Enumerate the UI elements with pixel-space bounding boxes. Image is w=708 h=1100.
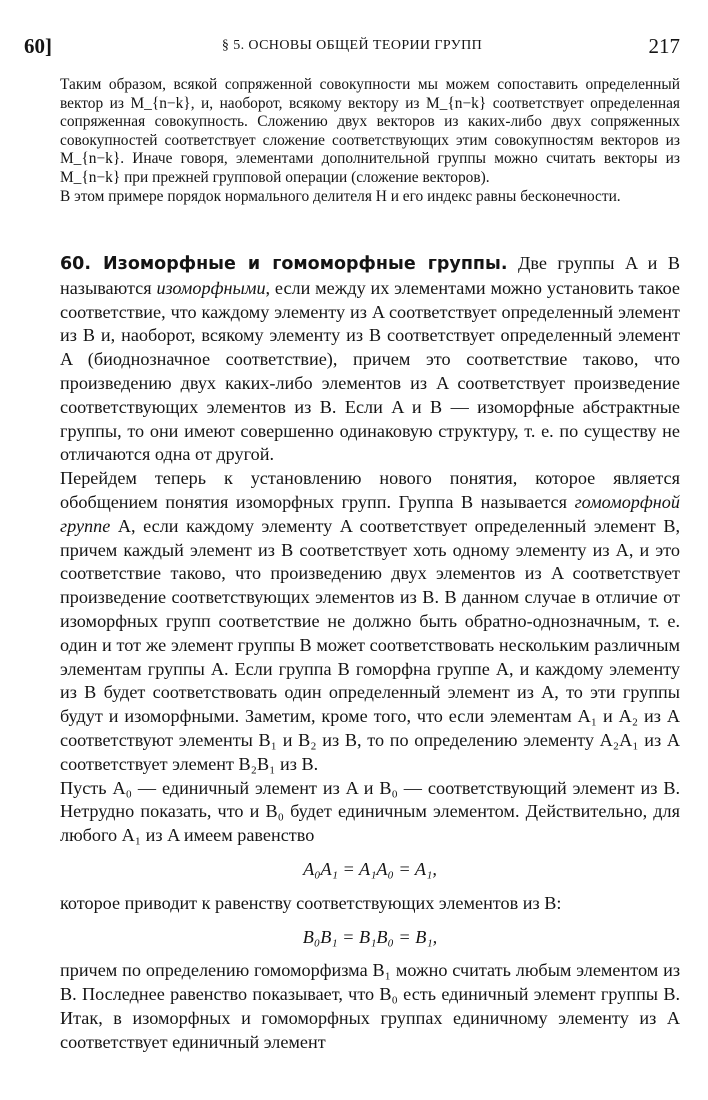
paragraph-definition-isomorphic [60, 252, 680, 467]
paragraph-definition-homomorphic [60, 467, 680, 776]
paragraph-text: Две группы A и B называются [60, 253, 680, 298]
paragraph-text: , если между их элементами можно установить такое соответствие, что каждому элементу из A соответствует определенный элемент из B и, наоборот, всякому элементу из B соответствует определенный элемент A (биоднозначное соответствие), причем это соответствие таково, что произведению двух каких-либо элементов из A соответствует произведение соответствующих элементов из B. Если A и B — изоморфные абстрактные группы, то они имеют совершенно одинаковую структуру, т. е. по существу не отличаются одна от другой. [60, 277, 680, 465]
equation-2: B₀B₁ = B₁B₀ = B₁, [302, 926, 438, 947]
equation-1: A₀A₁ = A₁A₀ = A₁, [303, 858, 437, 879]
page-number: 217 [648, 34, 680, 58]
small-paragraph-1: Таким образом, всякой сопряженной совокупности мы можем сопоставить определенный вектор из M_{n−k}, и, наоборот, всякому вектору из M_{n−k} соответствует определенная сопряженная совокупность. Сложению двух векторов из каких-либо двух сопряженных совокупностей соответствует сложение соответствующих этим совокупностям векторов из M_{n−k}. Иначе говоря, элементами дополнительной группы можно считать векторы из M_{n−k} при прежней групповой операции (сложение векторов). [60, 76, 680, 186]
section-number: 60] [24, 34, 52, 58]
section-60 [60, 252, 680, 1055]
paragraph-text: Перейдем теперь к установлению нового понятия, которое является обобщением понятия изоморфных групп. Группа B называется [60, 468, 680, 512]
term-homomorphic: гомоморфной группе [60, 491, 680, 536]
paragraph-conclusion: причем по определению гомоморфизма B₁ можно считать любым элементом из B. Последнее равенство показывает, что B₀ есть единичный элемент группы B. Итак, в изоморфных и гомоморфных группах единичному элементу из A соответствует единичный элемент [60, 960, 680, 1052]
term-isomorphic: изоморфными [156, 277, 266, 298]
small-print-text [60, 76, 680, 206]
paragraph-transition: которое приводит к равенству соответствующих элементов из B: [60, 892, 562, 913]
small-paragraph-2: В этом примере порядок нормального делителя H и его индекс равны бесконечности. [60, 187, 621, 205]
paragraph-text: A, если каждому элементу A соответствует определенный элемент B, причем каждый элемент из B соответствует хоть одному элементу из A, и это соответствие таково, что произведению двух элементов из A соответствует произведение соответствующих элементов из B. В данном случае в отличие от изоморфных групп соответствие не должно быть обратно-однозначным, т. е. один и тот же элемент группы B может соответствовать нескольким различным элементам группы A. Если группа B гоморфна группе A, и каждому элементу из B будет соответствовать один определенный элемент из A, то эти группы будут и изоморфными. Заметим, кроме того, что если элементам A₁ и A₂ из A соответствуют элементы B₁ и B₂ из B, то по определению элементу A₂A₁ из A соответствует элемент B₂B₁ из B. [60, 515, 680, 774]
running-title: § 5. ОСНОВЫ ОБЩЕЙ ТЕОРИИ ГРУПП [221, 38, 483, 53]
page-header [24, 34, 680, 60]
paragraph-unit-element: Пусть A₀ — единичный элемент из A и B₀ — соответствующий элемент из B. Нетрудно показать, что и B₀ будет единичным элементом. Действительно, для любого A₁ из A имеем равенство [60, 777, 680, 846]
section-heading: 60. Изоморфные и гомоморфные группы. [60, 254, 508, 274]
